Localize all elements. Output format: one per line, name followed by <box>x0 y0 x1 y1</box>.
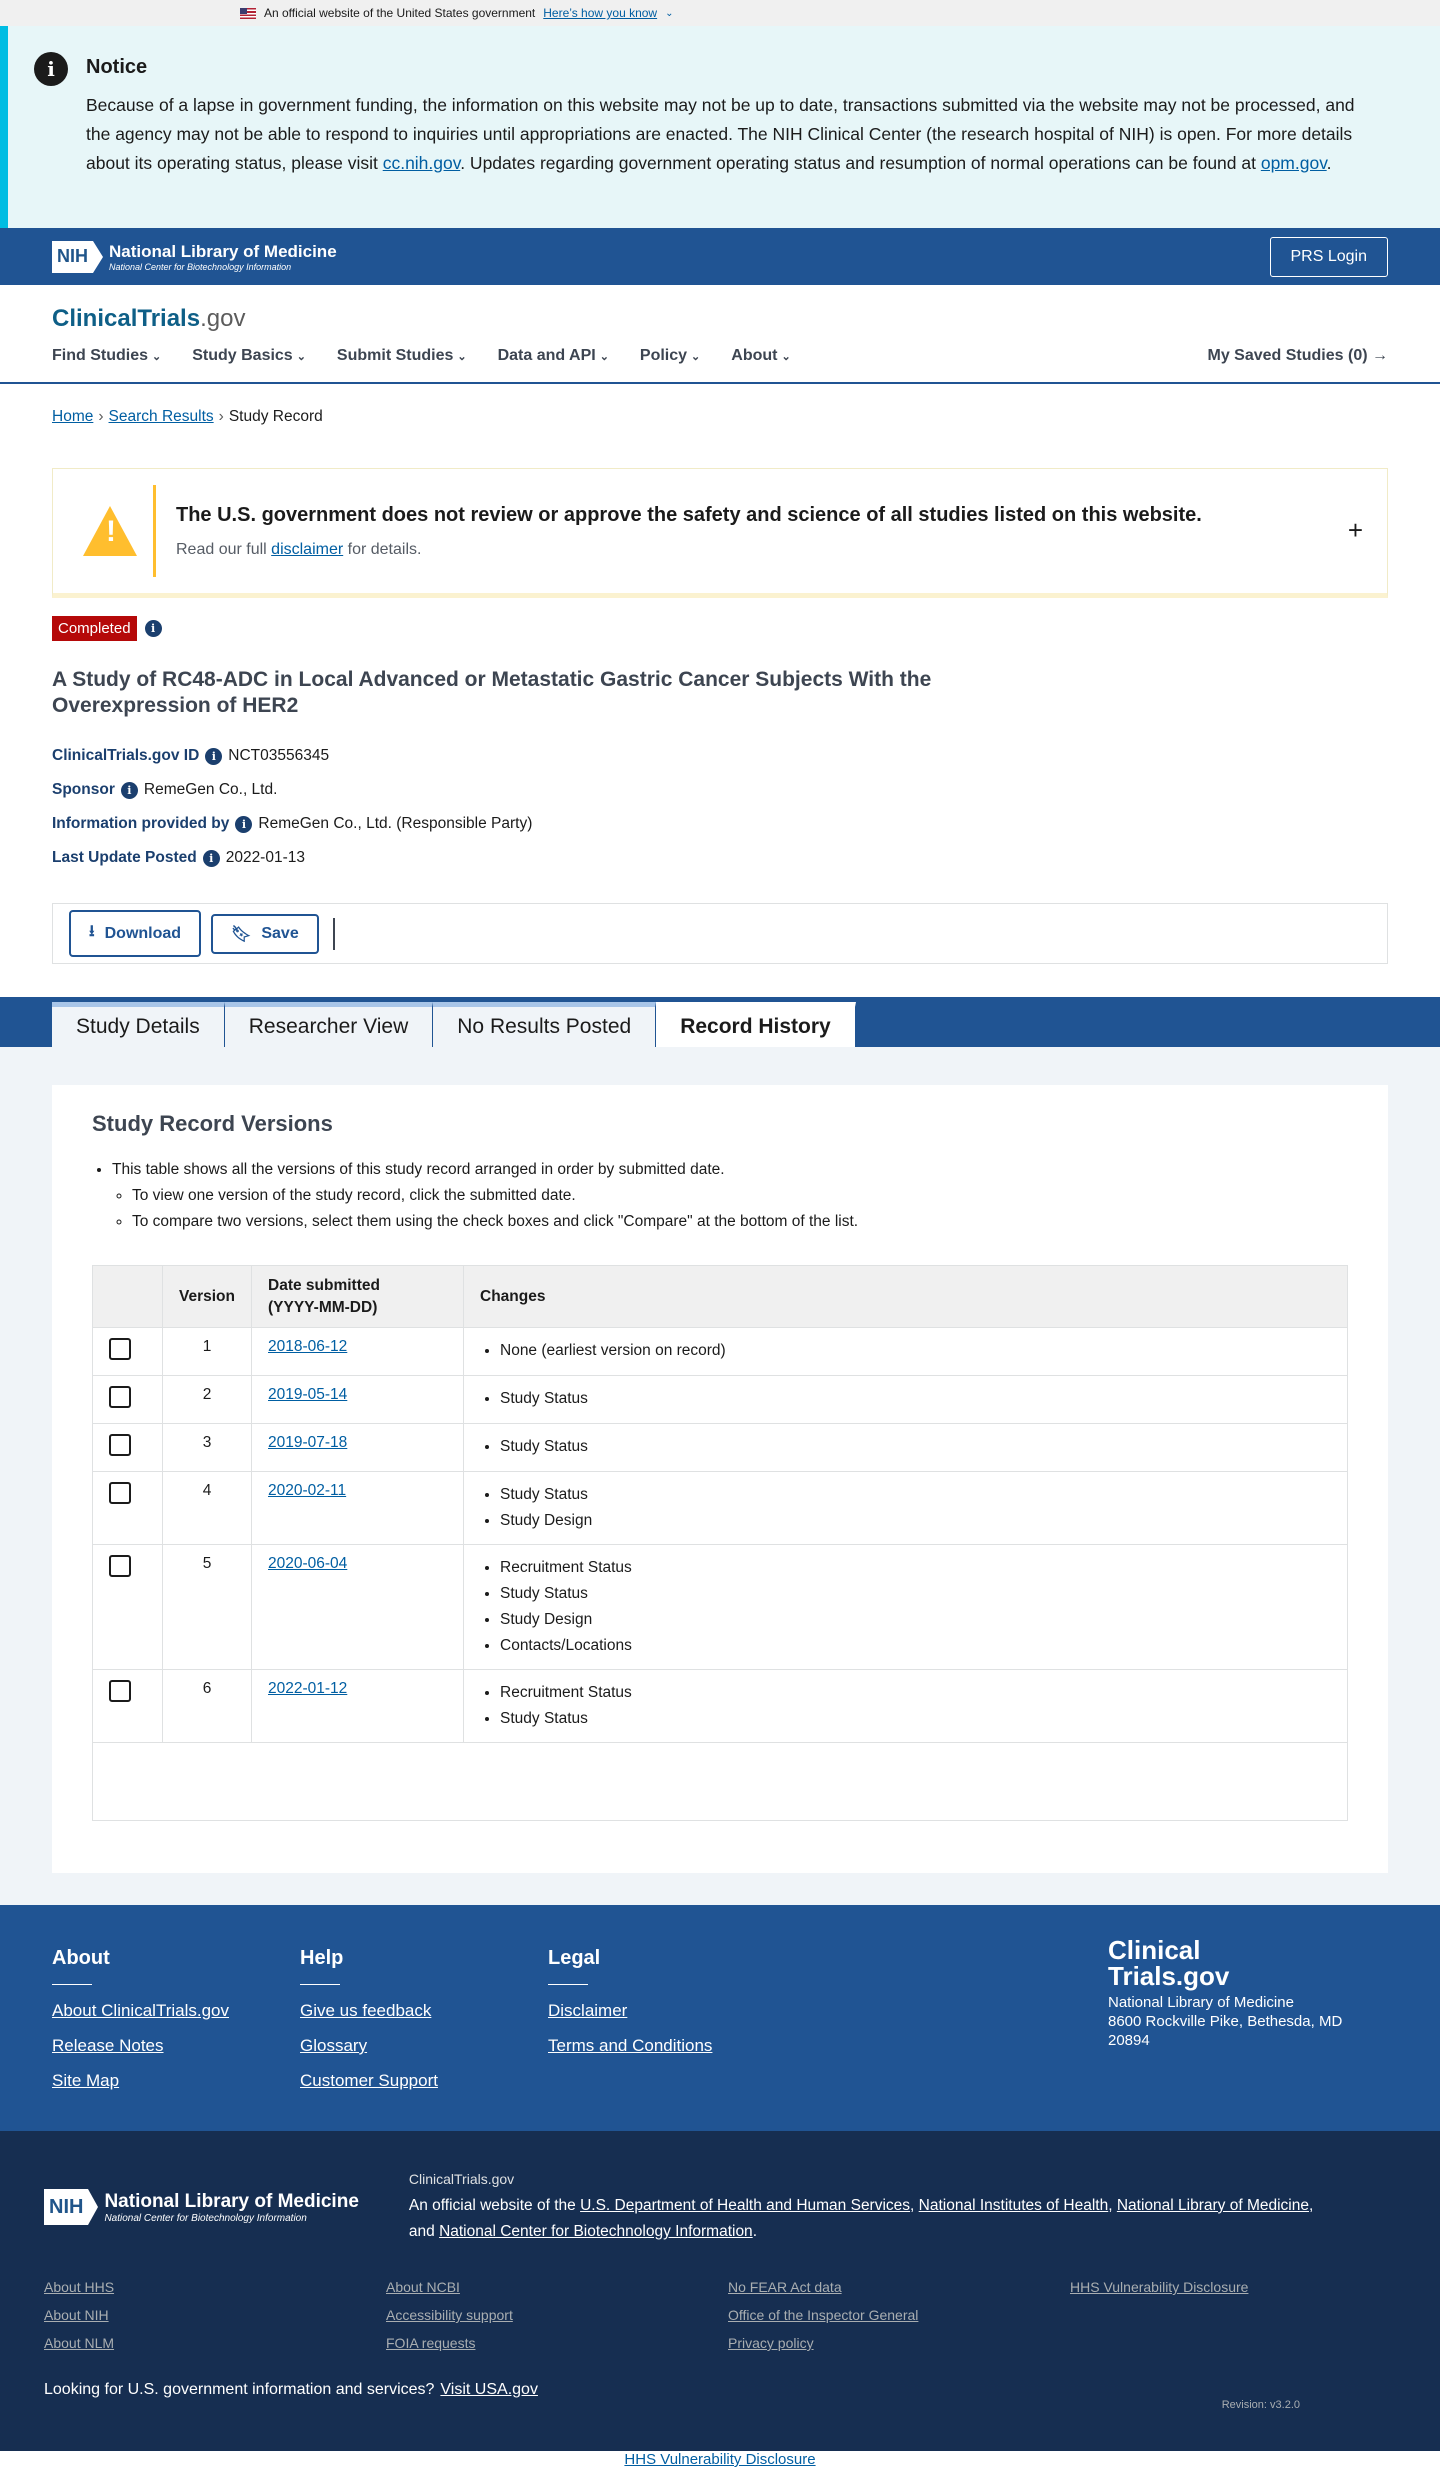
breadcrumb-separator: › <box>218 408 224 425</box>
version-date-link[interactable]: 2019-05-14 <box>268 1386 348 1403</box>
meta-value: RemeGen Co., Ltd. (Responsible Party) <box>258 815 533 832</box>
info-icon[interactable]: i <box>205 748 222 765</box>
identifier-link[interactable]: Office of the Inspector General <box>728 2307 919 2323</box>
change-item: • Study Status <box>500 1482 1331 1508</box>
footer-help: Help Give us feedback Glossary Customer Support <box>300 1947 438 2090</box>
chevron-down-icon: ⌄ <box>691 351 701 363</box>
footer-link[interactable]: Give us feedback <box>300 2001 432 2020</box>
nlm-link[interactable]: National Library of Medicine <box>1116 2197 1309 2214</box>
info-icon: i <box>34 52 68 86</box>
select-column-header <box>93 1266 163 1328</box>
version-checkbox[interactable] <box>109 1482 131 1504</box>
chevron-down-icon: ⌄ <box>665 7 674 19</box>
nlm-name: National Library of Medicine <box>109 241 337 261</box>
identifier-link[interactable]: HHS Vulnerability Disclosure <box>1070 2279 1249 2295</box>
identifier-footer <box>0 2131 1440 2451</box>
info-icon[interactable]: i <box>235 816 252 833</box>
disclaimer-link[interactable]: disclaimer <box>271 540 344 558</box>
prs-login-button[interactable]: PRS Login <box>1270 237 1389 277</box>
us-flag-icon <box>240 8 256 19</box>
change-item: • Study Status <box>500 1434 1331 1460</box>
opm-link[interactable]: opm.gov <box>1260 153 1327 173</box>
identifier-link[interactable]: No FEAR Act data <box>728 2279 842 2295</box>
tab-record-history[interactable]: Record History <box>656 1002 856 1047</box>
ncbi-link[interactable]: National Center for Biotechnology Information <box>439 2223 753 2240</box>
version-date-link[interactable]: 2019-07-18 <box>268 1434 348 1451</box>
save-button[interactable]: 🔖︎ Save <box>211 914 319 954</box>
info-icon[interactable]: i <box>203 850 220 867</box>
gov-banner <box>0 0 1440 26</box>
download-icon: ⭳ <box>89 923 95 940</box>
footer-ct-logo[interactable]: Clinical Trials.gov <box>1108 1935 1230 1991</box>
date-column-header: Date submitted (YYYY-MM-DD) <box>252 1266 464 1328</box>
gov-banner-text: An official website of the United States government <box>264 6 536 20</box>
notice-title: Notice <box>86 56 148 78</box>
nav-find-studies[interactable]: Find Studies ⌄ <box>52 347 162 364</box>
disclaimer-subtext: Read our full disclaimer for details. <box>176 540 422 558</box>
info-icon[interactable]: i <box>121 782 138 799</box>
heres-how-you-know-link[interactable]: Here’s how you know <box>543 6 658 20</box>
change-item: • Study Design <box>500 1508 1331 1534</box>
identifier-links <box>44 2279 1396 2351</box>
chevron-down-icon: ⌄ <box>152 351 162 363</box>
divider <box>333 918 335 950</box>
info-icon[interactable]: i <box>145 620 162 637</box>
nlm-logo[interactable] <box>52 241 337 273</box>
breadcrumb-home[interactable]: Home <box>52 408 94 425</box>
download-button[interactable]: ⭳ Download <box>69 910 201 957</box>
change-item: • Contacts/Locations <box>500 1633 1331 1659</box>
change-item: • Study Status <box>500 1581 1331 1607</box>
nav-submit-studies[interactable]: Submit Studies ⌄ <box>336 347 467 364</box>
versions-instructions: • This table shows all the versions of this study record arranged in order by submitted date. ◦ To view one version of the study record, click the submitted date. ◦ To compare two versions, select them using the check boxes and click "Compare" at the bottom of the list. <box>92 1157 1348 1235</box>
change-item: • Study Design <box>500 1607 1331 1633</box>
study-actions <box>52 903 1388 964</box>
identifier-link[interactable]: About NLM <box>44 2335 115 2351</box>
nav-about[interactable]: About ⌄ <box>731 347 791 364</box>
version-checkbox[interactable] <box>109 1338 131 1360</box>
table-row <box>93 1670 1348 1743</box>
version-number: 4 <box>163 1472 252 1545</box>
footer-link[interactable]: Site Map <box>52 2071 120 2090</box>
change-item: • Recruitment Status <box>500 1555 1331 1581</box>
nih-link[interactable]: National Institutes of Health <box>918 2197 1109 2214</box>
nih-badge: NIH <box>52 241 93 273</box>
usa-gov-link[interactable]: Visit USA.gov <box>440 2381 538 2398</box>
identifier-link[interactable]: About NIH <box>44 2307 109 2323</box>
chevron-down-icon: ⌄ <box>296 351 306 363</box>
changes-column-header: Changes <box>464 1266 1348 1328</box>
chevron-down-icon: ⌄ <box>457 351 467 363</box>
cc-nih-link[interactable]: cc.nih.gov <box>382 153 461 173</box>
arrow-right-icon: → <box>1372 347 1388 364</box>
meta-label: Information provided by <box>52 815 230 832</box>
meta-label: Sponsor <box>52 781 115 798</box>
expand-plus-icon[interactable]: + <box>1347 515 1363 545</box>
ncbi-name: National Center for Biotechnology Information <box>109 261 292 272</box>
study-title: A Study of RC48-ADC in Local Advanced or Metastatic Gastric Cancer Subjects With the Overexpression of HER2 <box>52 668 932 717</box>
chevron-down-icon: ⌄ <box>599 351 609 363</box>
identifier-link[interactable]: Accessibility support <box>386 2307 513 2323</box>
version-date-link[interactable]: 2022-01-12 <box>268 1680 348 1697</box>
change-item: • Recruitment Status <box>500 1680 1331 1706</box>
chevron-down-icon: ⌄ <box>781 351 791 363</box>
nav-study-basics[interactable]: Study Basics ⌄ <box>192 347 306 364</box>
tab-study-details[interactable]: Study Details <box>52 1002 225 1047</box>
table-row <box>93 1472 1348 1545</box>
status-badge: Completed <box>52 616 137 641</box>
identifier-link[interactable]: FOIA requests <box>386 2335 476 2351</box>
warning-icon: ! <box>83 506 137 556</box>
footer-link[interactable]: Terms and Conditions <box>548 2036 713 2055</box>
version-checkbox[interactable] <box>109 1386 131 1408</box>
footer-link[interactable]: Release Notes <box>52 2036 164 2055</box>
footer-nlm-logo[interactable]: NIH National Library of Medicine National Center for Biotechnology Information <box>44 2169 359 2245</box>
version-checkbox[interactable] <box>109 1555 131 1577</box>
version-checkbox[interactable] <box>109 1434 131 1456</box>
clinicaltrials-logo[interactable]: ClinicalTrials.gov <box>52 305 246 332</box>
breadcrumb-search-results[interactable]: Search Results <box>108 408 214 425</box>
breadcrumb-current: Study Record <box>228 408 323 425</box>
meta-value: 2022-01-13 <box>225 849 305 866</box>
table-row <box>93 1376 1348 1424</box>
version-checkbox[interactable] <box>109 1680 131 1702</box>
footer-link[interactable]: Glossary <box>300 2036 368 2055</box>
breadcrumb-separator: › <box>98 408 104 425</box>
footer-address: National Library of Medicine 8600 Rockville Pike, Bethesda, MD 20894 <box>1108 1994 1343 2049</box>
meta-value: RemeGen Co., Ltd. <box>143 781 278 798</box>
nav-data-and-api[interactable]: Data and API ⌄ <box>497 347 609 364</box>
table-row <box>93 1424 1348 1472</box>
change-item: • None (earliest version on record) <box>500 1338 1331 1364</box>
footer-legal: Legal Disclaimer Terms and Conditions <box>548 1947 713 2055</box>
version-number: 5 <box>163 1545 252 1670</box>
versions-table <box>92 1265 1348 1821</box>
version-number: 2 <box>163 1376 252 1424</box>
revision-label: Revision: v3.2.0 <box>1221 2399 1300 2411</box>
identifier-link[interactable]: About HHS <box>44 2279 115 2295</box>
footer <box>0 1905 1440 2131</box>
hhs-vulnerability-link[interactable]: HHS Vulnerability Disclosure <box>624 2451 816 2468</box>
meta-label: Last Update Posted <box>52 849 197 866</box>
notice-alert <box>0 26 1440 228</box>
study-tabs <box>0 997 1440 1047</box>
nav-policy[interactable]: Policy ⌄ <box>639 347 701 364</box>
change-item: • Study Status <box>500 1386 1331 1412</box>
site-header <box>0 285 1440 384</box>
version-number: 6 <box>163 1670 252 1743</box>
tab-researcher-view[interactable]: Researcher View <box>225 1002 434 1047</box>
footer-link[interactable]: Disclaimer <box>548 2001 628 2020</box>
table-row <box>93 1545 1348 1670</box>
meta-label: ClinicalTrials.gov ID <box>52 747 200 764</box>
footer-link[interactable]: About ClinicalTrials.gov <box>52 2001 229 2020</box>
notice-body: Because of a lapse in government funding, the information on this website may not be up to date, transactions submitted via the website may not be processed, and the agency may not be able to respond to inquiries until appropriations are enacted. The NIH Clinical Center (the research hospital of NIH) is open. For more details about its operating status, please visit cc.nih.gov. Updates regarding government operating status and resumption of normal operations can be found at opm.gov. <box>86 95 1355 173</box>
version-number: 3 <box>163 1424 252 1472</box>
hhs-link[interactable]: U.S. Department of Health and Human Services <box>580 2197 911 2214</box>
disclaimer-alert <box>52 468 1388 598</box>
version-column-header: Version <box>163 1266 252 1328</box>
my-saved-studies-link[interactable]: My Saved Studies (0) → <box>1207 347 1388 364</box>
versions-title: Study Record Versions <box>92 1111 333 1136</box>
version-date-link[interactable]: 2020-06-04 <box>268 1555 348 1572</box>
footer-link[interactable]: Customer Support <box>300 2071 438 2090</box>
meta-value: NCT03556345 <box>228 747 330 764</box>
study-meta <box>0 719 1440 875</box>
footer-brand <box>1108 1937 1342 2050</box>
identifier-link[interactable]: Privacy policy <box>728 2335 814 2351</box>
official-website-text: ClinicalTrials.gov An official website of the U.S. Department of Health and Human Services, National Institutes of Health, National Library of Medicine, and National Center for Biotechnology Information. <box>408 2171 1314 2240</box>
version-number: 1 <box>163 1328 252 1376</box>
version-date-link[interactable]: 2020-02-11 <box>268 1482 347 1499</box>
table-row <box>93 1328 1348 1376</box>
version-date-link[interactable]: 2018-06-12 <box>268 1338 348 1355</box>
tab-no-results-posted[interactable]: No Results Posted <box>433 1002 656 1047</box>
change-item: • Study Status <box>500 1706 1331 1732</box>
main-nav <box>52 347 1388 365</box>
nih-bar <box>0 228 1440 285</box>
identifier-link[interactable]: About NCBI <box>386 2279 460 2295</box>
disclaimer-title: The U.S. government does not review or approve the safety and science of all studies listed on this website. <box>176 503 1202 526</box>
study-record-versions <box>52 1085 1388 1873</box>
footer-about: About About ClinicalTrials.gov Release Notes Site Map <box>52 1947 229 2090</box>
breadcrumb <box>0 384 1440 426</box>
bookmark-icon: 🔖︎ <box>231 925 252 943</box>
usa-gov-text: Looking for U.S. government information and services? Visit USA.gov <box>44 2381 538 2398</box>
